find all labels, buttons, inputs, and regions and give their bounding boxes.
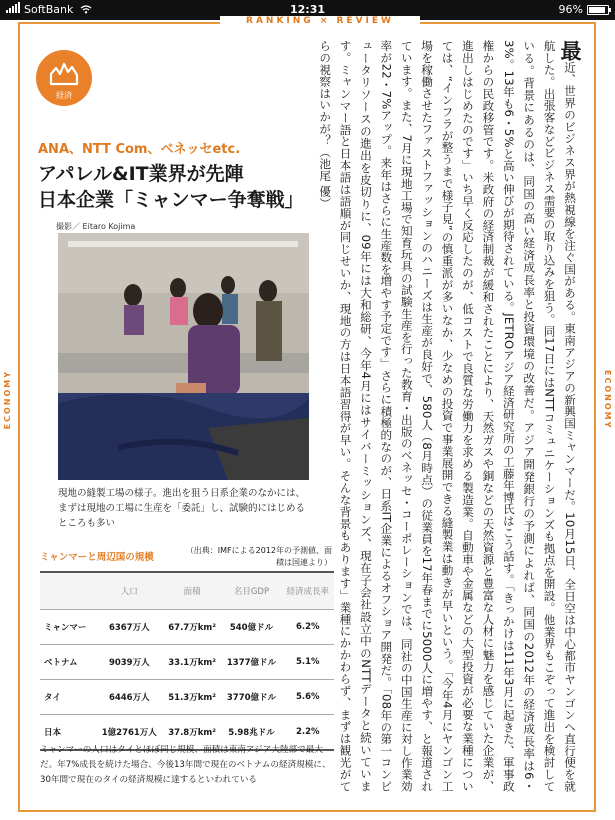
country-table [40,571,334,751]
table-cell: 37.8万km² [163,715,222,751]
table-cell: 51.3万km² [163,680,222,715]
side-label-right: ECONOMY [603,370,612,430]
battery-icon [587,5,609,15]
battery-status [559,0,609,20]
article-tags: ANA、NTT Com、ベネッセetc. [38,142,241,157]
table-cell: 6446万人 [96,680,163,715]
article-body [318,40,582,792]
body-text-1: 近、世界のビジネス界が熱視線を注ぐ国がある。東南アジアの新興国ミャンマーだ。10月15日、全日空は中心都市ヤンゴンへ直行便を就航した。出張客などビジネス需要の取り込みを狙う。同17日にはNTTコミュニケーションズも拠点を開設。他業界もこぞって進出を検討している。背景にあるのは、同国の高い経済成長率と投資環境の改善だ。アジア開発銀行の予測によれば、同国の2012年の経済成長率は6・3%。13年も6・5%と高い伸びが期待されている。JETROアジア経済研究所の工藤年博氏はこう話す。 [501,40,577,792]
table-cell: 33.1万km² [163,645,222,680]
table-row [40,645,334,680]
table-cell: 日本 [40,715,96,751]
header-cell [40,572,96,610]
drop-cap: 最 [558,40,582,62]
table-cell: 9039万人 [96,645,163,680]
table-cell: 5.98兆ドル [221,715,281,751]
header-cell: 面積 [163,572,222,610]
table-cell: 2.2% [282,715,334,751]
table-cell: タイ [40,680,96,715]
badge-label: 経済 [56,91,72,100]
table-cell: 3770億ドル [221,680,281,715]
table-source: （出典：IMFによる2012年の予測値、面積は国連より） [185,546,332,567]
title-line-1: アパレル&IT業界が先陣 [38,163,244,185]
battery-percent: 96% [558,3,583,16]
table-title: ミャンマーと周辺国の規模 [40,552,154,563]
header-cell: 経済成長率 [282,572,334,610]
table-cell: 6.2% [282,610,334,645]
chart-icon [49,60,79,86]
side-label-left: ECONOMY [3,370,12,430]
table-header-row [40,572,334,610]
table-row [40,680,334,715]
table-cell: 540億ドル [221,610,281,645]
factory-photo [58,233,309,480]
category-badge [36,50,92,106]
table-cell: 5.6% [282,680,334,715]
table-cell: 67.7万km² [163,610,222,645]
table-cell: ベトナム [40,645,96,680]
table-row [40,610,334,645]
body-text-2: 「きっかけは11年3月に起きた、軍事政権からの民政移管です。米政府の経済制裁が緩和されたことにより、天然ガスや銅などの天然資源と豊富な人材に魅力を感じていた企業が、進出しはじめたのです」いち早く反応したのが、低コストで良質な労働力を求める製造業。自動車や金属などの大型投資が必要な業種については、“インフラが整うまで様子見”の慎重派が多いなか、少なめの投資で事業展開できる縫製業は動きが早いという。「今年4月にヤンゴン工場を稼働させたファストファッションのハニーズは生産が良好で、580人（8月時点）の従業員を17年春までに5000人に増やす、と報道されています。また、7月に現地工場で知育玩具の試験生産を行った教育・出版のベネッセ・コーポレーションでは、同社の中国生産に対し作業効率が22・7%アップ。来年はさらに生産数を増やす予定です」さらに積極的なのが、日系IT企業によるオフショア開発だ。「08年の第一コンピュータリソースの進出を皮切りに、09年には大和総研、今年4月にはサイバーミッションズ、現在子会社設立中のNTTデータと続いています。ミャンマー語と日本語は語順が同じせいか、現地の方は日本語習得が早い。そんな背景もあります」業種にかかわらず、まずは観光がてらの視察はいかが？（池尾 優） [318,40,516,792]
header-cell: 名目GDP [221,572,281,610]
clock: 12:31 [289,3,325,16]
section-header: RANKING × REVIEW [220,16,420,26]
table-cell: 1377億ドル [221,645,281,680]
table-cell: ミャンマー [40,610,96,645]
header-cell: 人口 [96,572,163,610]
table-cell: 5.1% [282,645,334,680]
table-cell: 1億2761万人 [96,715,163,751]
table-cell: 6367万人 [96,610,163,645]
photo-credit: 撮影／ Eitaro Kojima [56,222,136,231]
article-title [38,161,304,213]
photo-caption: 現地の縫製工場の様子。進出を狙う日系企業のなかには、まずは現地の工場に生産を「委託」し、試験的にはじめるところも多い [58,488,306,529]
carrier: SoftBank [6,0,92,20]
table-note: ミャンマーの人口はタイとほぼ同じ規模、面積は東南アジア大陸部で最大だ。年7%成長を続けた場合、今後13年間で現在のベトナムの経済規模に、30年間で現在のタイの経済規模に達するといわれている [40,745,331,785]
title-line-2: 日本企業「ミャンマー争奪戦」 [38,189,304,211]
